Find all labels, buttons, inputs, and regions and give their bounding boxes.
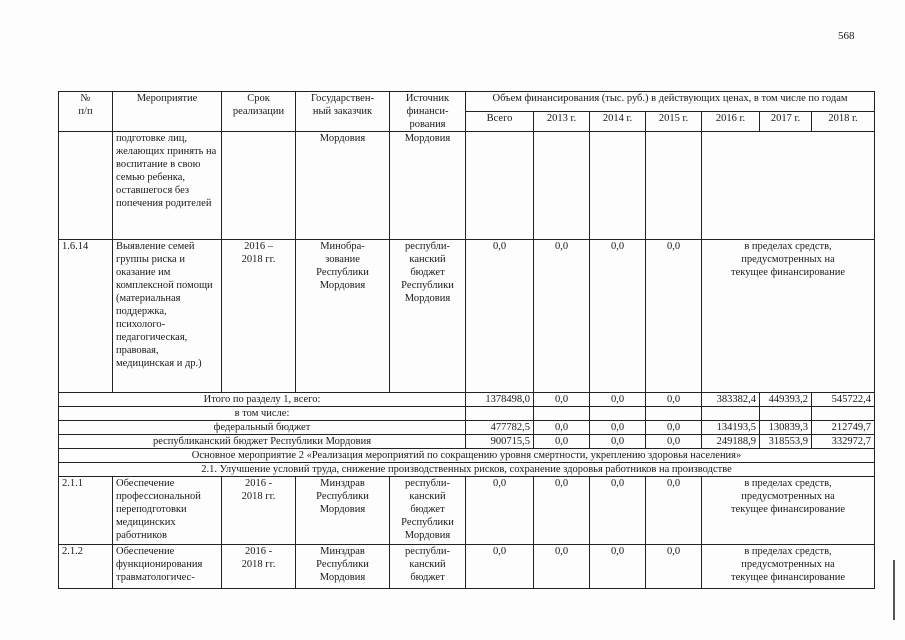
cell-2018: 545722,4 xyxy=(812,393,875,407)
col-header-source: Источник финанси- рования xyxy=(390,92,466,132)
table-row xyxy=(59,477,875,545)
cell-activity: Обеспечение функционирования травматологичес- xyxy=(113,545,222,589)
col-header-2013: 2013 г. xyxy=(534,112,590,132)
col-header-2014: 2014 г. xyxy=(590,112,646,132)
cell-2016-2018 xyxy=(702,132,875,240)
cell-num: 2.1.2 xyxy=(59,545,113,589)
cell-financing-note: в пределах средств, предусмотренных на текущее финансирование xyxy=(702,477,875,545)
cell-2017: 449393,2 xyxy=(760,393,812,407)
cell-2015: 0,0 xyxy=(646,240,702,393)
cell-term: 2016 - 2018 гг. xyxy=(222,477,296,545)
cell-activity: Обеспечение профессиональной переподготовки медицинских работников xyxy=(113,477,222,545)
table-header-row xyxy=(59,92,875,112)
cell-2014: 0,0 xyxy=(590,240,646,393)
cell-2015: 0,0 xyxy=(646,393,702,407)
col-header-term: Срок реализации xyxy=(222,92,296,132)
col-header-2016: 2016 г. xyxy=(702,112,760,132)
cell-total: 900715,5 xyxy=(466,435,534,449)
col-header-customer: Государствен- ный заказчик xyxy=(296,92,390,132)
col-header-2015: 2015 г. xyxy=(646,112,702,132)
cell-2013: 0,0 xyxy=(534,393,590,407)
cell-2014: 0,0 xyxy=(590,477,646,545)
col-header-2017: 2017 г. xyxy=(760,112,812,132)
totals-row xyxy=(59,393,875,407)
republic-budget-row xyxy=(59,435,875,449)
cell-2018 xyxy=(812,407,875,421)
cell-2014 xyxy=(590,132,646,240)
cell-2015 xyxy=(646,132,702,240)
cell-source: республи- канский бюджет Республики Мордовия xyxy=(390,240,466,393)
cell-2018: 212749,7 xyxy=(812,421,875,435)
cell-2014: 0,0 xyxy=(590,393,646,407)
cell-source: республи- канский бюджет Республики Мордовия xyxy=(390,477,466,545)
cell-total: 1378498,0 xyxy=(466,393,534,407)
cell-term: 2016 – 2018 гг. xyxy=(222,240,296,393)
cell-2017 xyxy=(760,407,812,421)
cell-financing-note: в пределах средств, предусмотренных на текущее финансирование xyxy=(702,545,875,589)
cell-activity: Выявление семей группы риска и оказание им комплексной помощи (материальная поддержка, психолого-педагогическая, правовая, медицинская и др.) xyxy=(113,240,222,393)
cell-2015: 0,0 xyxy=(646,545,702,589)
page-number: 568 xyxy=(838,30,855,42)
col-header-activity: Мероприятие xyxy=(113,92,222,132)
cell-2016: 249188,9 xyxy=(702,435,760,449)
scan-artifact xyxy=(893,560,895,620)
cell-total: 0,0 xyxy=(466,240,534,393)
cell-source: республи- канский бюджет xyxy=(390,545,466,589)
cell-total xyxy=(466,407,534,421)
cell-customer: Мордовия xyxy=(296,132,390,240)
cell-2016 xyxy=(702,407,760,421)
cell-total: 0,0 xyxy=(466,545,534,589)
cell-2014: 0,0 xyxy=(590,545,646,589)
col-header-volume: Объем финансирования (тыс. руб.) в действующих ценах, в том числе по годам xyxy=(466,92,875,112)
col-header-total: Всего xyxy=(466,112,534,132)
cell-total: 0,0 xyxy=(466,477,534,545)
col-header-num: № п/п xyxy=(59,92,113,132)
cell-total xyxy=(466,132,534,240)
cell-2013: 0,0 xyxy=(534,421,590,435)
cell-total: 477782,5 xyxy=(466,421,534,435)
cell-num: 2.1.1 xyxy=(59,477,113,545)
section-title-row xyxy=(59,449,875,463)
cell-2014: 0,0 xyxy=(590,421,646,435)
cell-2013: 0,0 xyxy=(534,240,590,393)
cell-2015 xyxy=(646,407,702,421)
table-row xyxy=(59,240,875,393)
table-row xyxy=(59,132,875,240)
cell-2015: 0,0 xyxy=(646,477,702,545)
cell-2015: 0,0 xyxy=(646,421,702,435)
cell-2013: 0,0 xyxy=(534,435,590,449)
section-title: Основное мероприятие 2 «Реализация мероприятий по сокращению уровня смертности, укреплению здоровья населения» xyxy=(59,449,875,463)
cell-source: Мордовия xyxy=(390,132,466,240)
cell-activity: подготовке лиц, желающих принять на воспитание в свою семью ребенка, оставшегося без попечения родителей xyxy=(113,132,222,240)
cell-customer: Минобра- зование Республики Мордовия xyxy=(296,240,390,393)
cell-2017: 318553,9 xyxy=(760,435,812,449)
cell-2016: 134193,5 xyxy=(702,421,760,435)
cell-2018: 332972,7 xyxy=(812,435,875,449)
federal-budget-row xyxy=(59,421,875,435)
cell-2014: 0,0 xyxy=(590,435,646,449)
cell-2013 xyxy=(534,407,590,421)
cell-customer: Минздрав Республики Мордовия xyxy=(296,545,390,589)
cell-financing-note: в пределах средств, предусмотренных на текущее финансирование xyxy=(702,240,875,393)
cell-2015: 0,0 xyxy=(646,435,702,449)
cell-term: 2016 - 2018 гг. xyxy=(222,545,296,589)
subsection-title-row xyxy=(59,463,875,477)
cell-2013: 0,0 xyxy=(534,545,590,589)
federal-label: федеральный бюджет xyxy=(59,421,466,435)
col-header-2018: 2018 г. xyxy=(812,112,875,132)
cell-num xyxy=(59,132,113,240)
cell-term xyxy=(222,132,296,240)
financing-table xyxy=(58,91,875,589)
subsection-title: 2.1. Улучшение условий труда, снижение производственных рисков, сохранение здоровья работников на производстве xyxy=(59,463,875,477)
cell-2017: 130839,3 xyxy=(760,421,812,435)
republic-label: республиканский бюджет Республики Мордовия xyxy=(59,435,466,449)
including-row xyxy=(59,407,875,421)
cell-2014 xyxy=(590,407,646,421)
including-label: в том числе: xyxy=(59,407,466,421)
cell-2016: 383382,4 xyxy=(702,393,760,407)
cell-2013: 0,0 xyxy=(534,477,590,545)
totals-label: Итого по разделу 1, всего: xyxy=(59,393,466,407)
cell-2013 xyxy=(534,132,590,240)
cell-num: 1.6.14 xyxy=(59,240,113,393)
table-row xyxy=(59,545,875,589)
cell-customer: Минздрав Республики Мордовия xyxy=(296,477,390,545)
